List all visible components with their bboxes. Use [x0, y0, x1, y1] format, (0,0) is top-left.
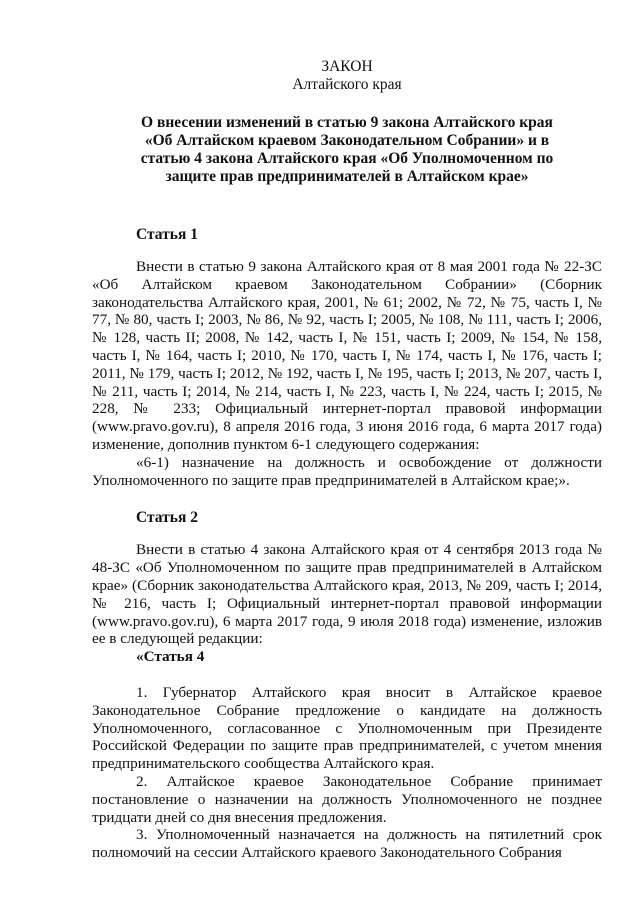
article-2-paragraph: Внести в статью 4 закона Алтайского края от 4 сентября 2013 года № 48-ЗС «Об Уполномоченном по защите прав предпринимателей в Алтайском крае» (Сборник законодательства Алтайского края, 2013, № 209, часть I; 2014, № 216, часть I; Официальный интернет-портал правовой информации (www.pravo.gov.ru), 6 марта 2017 года, 9 июля 2018 года) изменение, изложив ее в следующей редакции: — [92, 541, 602, 648]
article-1-quoted-item: «6-1) назначение на должность и освобождение от должности Уполномоченного по защите прав предпринимателей в Алтайском крае;». — [92, 453, 602, 489]
quoted-article-item-1: 1. Губернатор Алтайского края вносит в Алтайское краевое Законодательное Собрание предложение о кандидате на должность Уполномоченного, согласованное с Уполномоченным при Президенте Российской Федерации по защите прав предпринимателей, с учетом мнения предпринимательского сообщества Алтайского края. — [92, 683, 602, 773]
document-type: ЗАКОН — [321, 58, 373, 75]
title-line: О внесении изменений в статью 9 закона Алтайского края — [141, 114, 553, 131]
quoted-article-heading: «Статья 4 — [136, 648, 205, 666]
article-1-paragraph: Внести в статью 9 закона Алтайского края от 8 мая 2001 года № 22-ЗС «Об Алтайском краевом Законодательном Собрании» (Сборник законодательства Алтайского края, 2001, № 61; 2002, № 72, № 75, часть I, № 77, № 80, часть I; 2003, № 86, № 92, часть I; 2005, № 108, № 111, часть I; 2006, № 128, часть II; 2008, № 142, часть I, № 151, часть I; 2009, № 154, № 158, часть I, № 164, часть I; 2010, № 170, часть I, № 174, часть I, № 176, часть I; 2011, № 179, часть I; 2012, № 192, часть I, № 195, часть I; 2013, № 207, часть I, № 211, часть I; 2014, № 214, часть I, № 223, часть I, № 224, часть I; 2015, № 228, № 233; Официальный интернет-портал правовой информации (www.pravo.gov.ru), 8 апреля 2016 года, 3 июня 2016 года, 6 марта 2017 года) изменение, дополнив пунктом 6-1 следующего содержания: — [92, 258, 602, 453]
quoted-article-item-2: 2. Алтайское краевое Законодательное Собрание принимает постановление о назначении на должность Уполномоченного не позднее тридцати дней со дня внесения предложения. — [92, 772, 602, 826]
quoted-article-item-3: 3. Уполномоченный назначается на должность на пятилетний срок полномочий на сессии Алтайского краевого Законодательного Собрания — [92, 826, 602, 862]
title-line: защите прав предпринимателей в Алтайском крае» — [165, 168, 529, 185]
article-2-heading: Статья 2 — [136, 509, 198, 527]
title-line: статью 4 закона Алтайского края «Об Уполномоченном по — [140, 150, 554, 167]
document-title — [92, 114, 602, 186]
article-1-heading: Статья 1 — [136, 226, 198, 243]
title-line: «Об Алтайском краевом Законодательном Собрании» и в — [144, 132, 550, 149]
document-region: Алтайского края — [292, 76, 402, 93]
